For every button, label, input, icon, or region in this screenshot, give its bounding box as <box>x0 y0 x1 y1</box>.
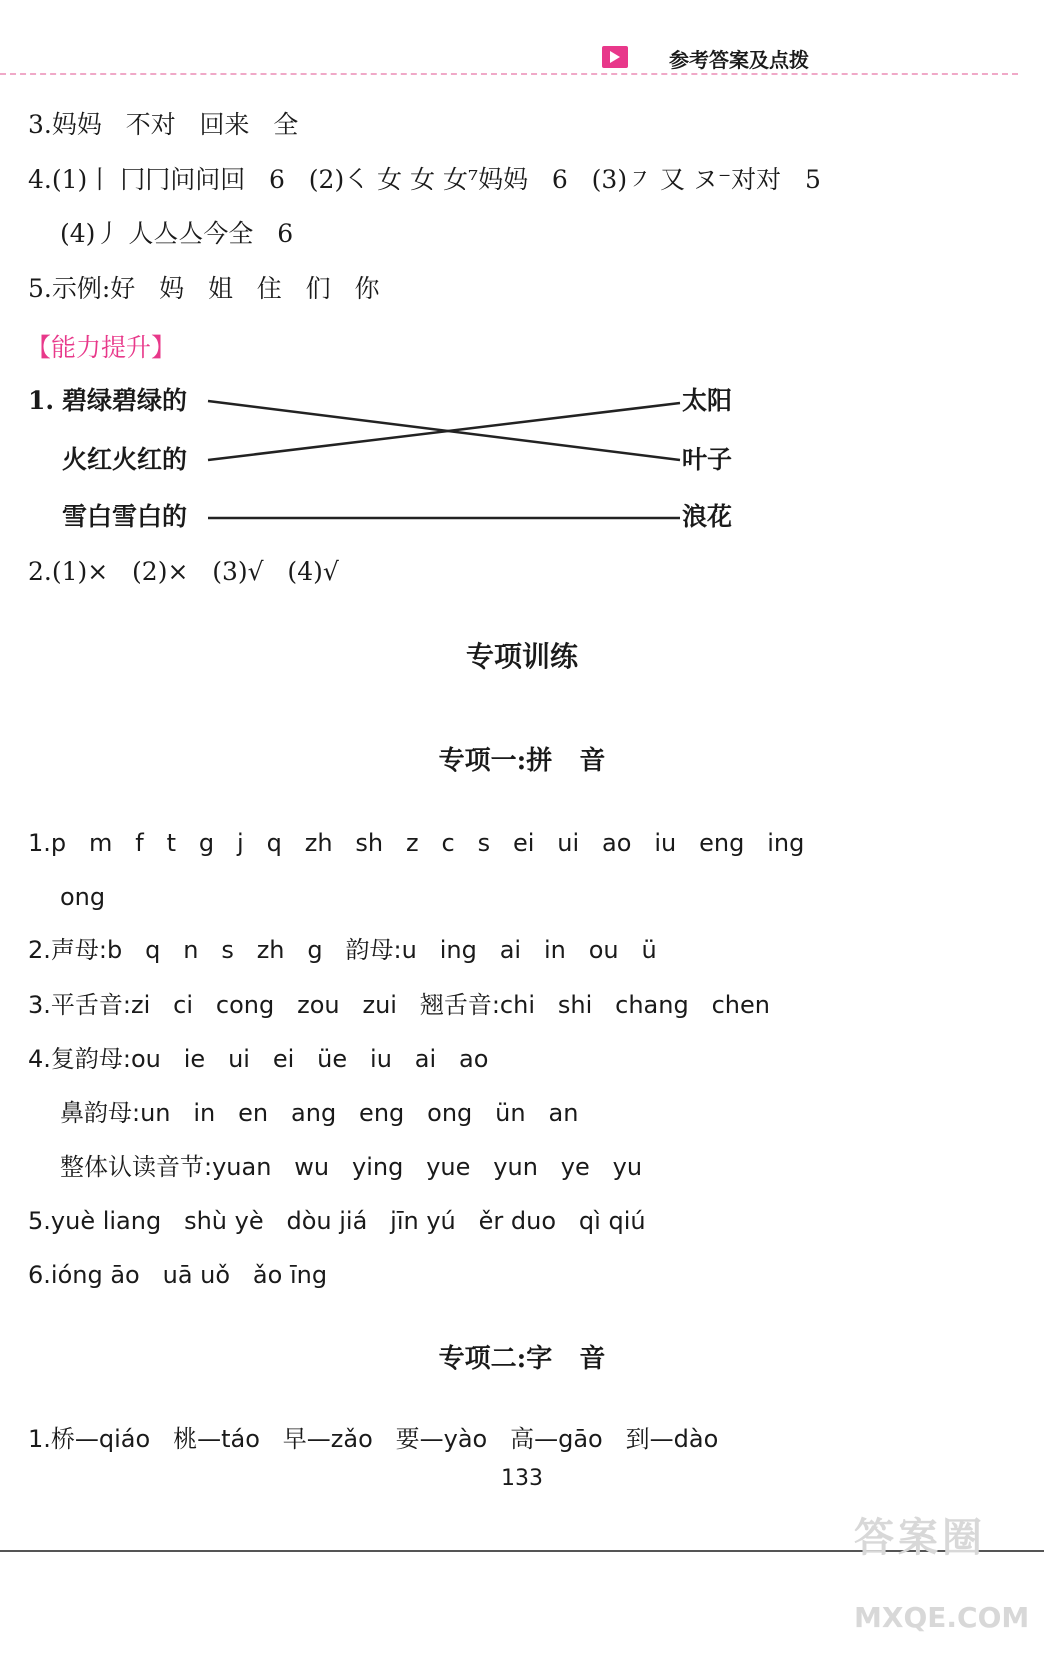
pinyin-q6: 6.ióng āo uā uǒ ǎo īng <box>28 1261 328 1289</box>
ziyin-heading: 专项二:字 音 <box>438 1344 606 1374</box>
match-left-3: 雪白雪白的 <box>62 502 188 531</box>
pinyin-q3: 3.平舌音:zi ci cong zou zui 翘舌音:chi shi chang chen <box>28 991 770 1019</box>
matching-lines <box>0 0 1044 600</box>
pinyin-q5: 5.yuè liang shù yè dòu jiá jīn yú ěr duo qì qiú <box>28 1207 646 1235</box>
page-number: 133 <box>501 1466 543 1491</box>
section-tag-ability: 【能力提升】 <box>26 333 177 362</box>
pinyin-q1-line-2: ong <box>60 883 106 911</box>
pinyin-heading: 专项一:拼 音 <box>438 746 606 776</box>
pinyin-q4-line-3: 整体认读音节:yuan wu ying yue yun ye yu <box>60 1153 643 1181</box>
match-right-3: 浪花 <box>682 502 733 531</box>
pinyin-q2: 2.声母:b q n s zh g 韵母:u ing ai in ou ü <box>28 936 657 964</box>
pinyin-q4-line-2: 鼻韵母:un in en ang eng ong ün an <box>60 1099 579 1127</box>
match-left-1: 碧绿碧绿的 <box>62 386 188 415</box>
ability-q2: 2.(1)× (2)× (3)√ (4)√ <box>28 557 339 586</box>
header-title: 参考答案及点拨 <box>669 48 809 72</box>
match-left-2: 火红火红的 <box>62 445 188 474</box>
pinyin-q1-line-1: 1.p m f t g j q zh sh z c s ei ui ao iu eng ing <box>28 829 805 857</box>
ability-q1-number: 1. <box>28 386 55 415</box>
answer-3: 3.妈妈 不对 回来 全 <box>28 110 299 139</box>
special-training-heading: 专项训练 <box>465 640 578 673</box>
watermark-bottom: MXQE.COM <box>854 1601 1030 1634</box>
watermark-logo <box>854 1468 1030 1634</box>
answer-4-line-1: 4.(1)丨 冂冂问问回 6 (2)㇛ 女 女 女⁷妈妈 6 (3)㇇ 又 ヌ⁻对对 5 <box>28 165 821 194</box>
ziyin-q1: 1.桥—qiáo 桃—táo 早—zǎo 要—yào 高—gāo 到—dào <box>28 1425 719 1453</box>
match-right-2: 叶子 <box>682 445 733 474</box>
pinyin-q4-line-1: 4.复韵母:ou ie ui ei üe iu ai ao <box>28 1045 489 1073</box>
match-right-1: 太阳 <box>682 386 733 415</box>
answer-4-line-2: (4)丿 人亼亼今全 6 <box>60 219 294 248</box>
answer-5: 5.示例:好 妈 姐 住 们 你 <box>28 274 380 303</box>
watermark-top: 答案圈 <box>854 1515 986 1561</box>
